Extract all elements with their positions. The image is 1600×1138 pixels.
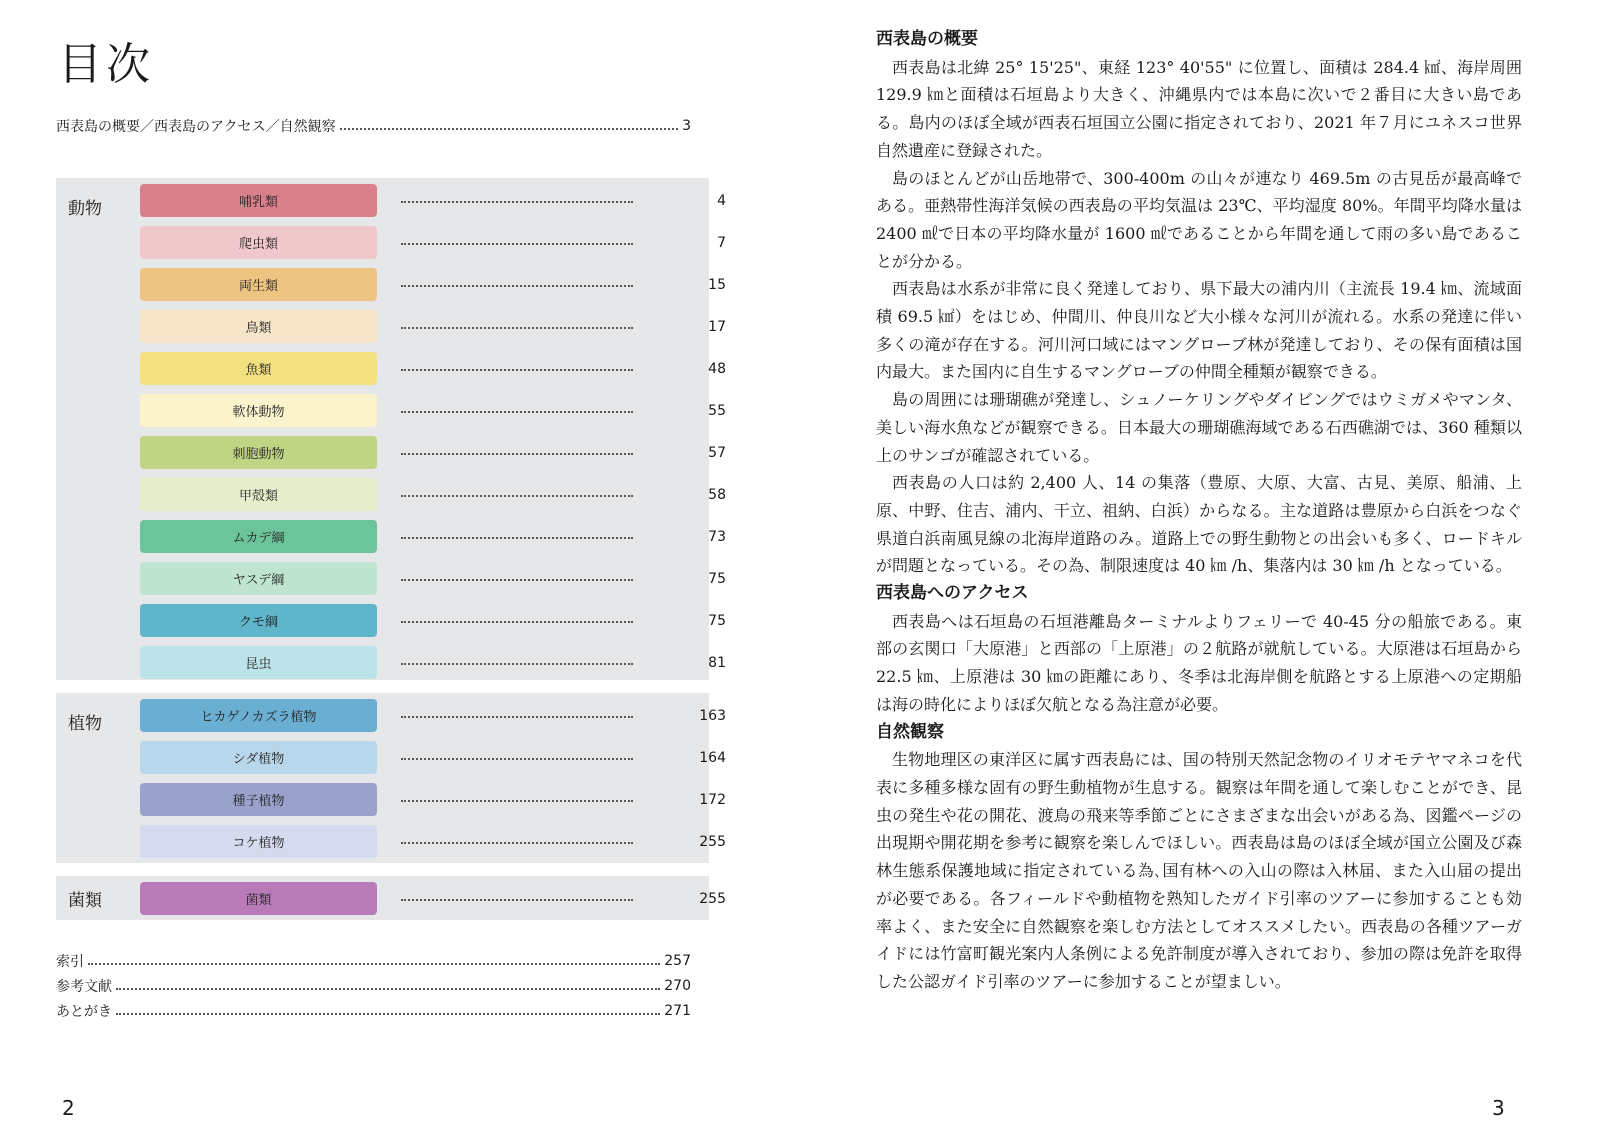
category-label: 菌類 bbox=[140, 882, 377, 915]
category-page-number: 55 bbox=[708, 402, 726, 419]
dot-leader bbox=[401, 411, 633, 413]
category-page-number: 75 bbox=[708, 612, 726, 629]
toc-group-plants bbox=[56, 693, 726, 863]
body-paragraph: 西表島は北緯 25° 15'25"、東経 123° 40'55" に位置し、面積は 284.4 ㎢、海岸周囲 129.9 ㎞と面積は石垣島より大きく、沖縄県内では本島に次いで２番目に大きい島である。島内のほぼ全域が西表石垣国立公園に指定されており、2021 年７月にユネスコ世界自然遺産に登録された。 bbox=[876, 57, 1522, 160]
toc-entry-page: 257 bbox=[664, 953, 691, 969]
category-page-number: 172 bbox=[699, 791, 726, 808]
category-label: 両生類 bbox=[140, 268, 377, 301]
category-page-number: 81 bbox=[708, 654, 726, 671]
dot-leader bbox=[401, 621, 633, 623]
toc-entry-references[interactable] bbox=[56, 976, 691, 996]
category-label: 種子植物 bbox=[140, 783, 377, 816]
dot-leader bbox=[401, 663, 633, 665]
toc-row[interactable] bbox=[140, 604, 730, 637]
toc-row[interactable] bbox=[140, 699, 730, 732]
body-paragraph: 西表島の人口は約 2,400 人、14 の集落（豊原、大原、大富、古見、美原、船浦、上原、中野、住吉、浦内、干立、祖納、白浜）からなる。主な道路は豊原から白浜をつなぐ県道白浜南風見線の北海岸道路のみ。道路上での野生動物との出会いも多く、ロードキルが問題となっている。その為、制限速度は 40 ㎞ /h、集落内は 30 ㎞ /h となっている。 bbox=[876, 473, 1522, 576]
category-page-number: 58 bbox=[708, 486, 726, 503]
page-number-right: 3 bbox=[1492, 1096, 1505, 1120]
toc-entry-label: 索引 bbox=[56, 954, 84, 970]
category-page-number: 75 bbox=[708, 570, 726, 587]
category-page-number: 163 bbox=[699, 707, 726, 724]
toc-row[interactable] bbox=[140, 394, 730, 427]
category-label: 昆虫 bbox=[140, 646, 377, 679]
category-label: コケ植物 bbox=[140, 825, 377, 858]
toc-row[interactable] bbox=[140, 562, 730, 595]
dot-leader bbox=[401, 285, 633, 287]
category-label: 軟体動物 bbox=[140, 394, 377, 427]
category-page-number: 15 bbox=[708, 276, 726, 293]
category-label: 哺乳類 bbox=[140, 184, 377, 217]
dot-leader bbox=[401, 842, 633, 844]
dot-leader bbox=[401, 201, 633, 203]
body-paragraph: 西表島は水系が非常に良く発達しており、県下最大の浦内川（主流長 19.4 ㎞、流域面積 69.5 ㎢）をはじめ、仲間川、仲良川など大小様々な河川が流れる。水系の発達に伴い多くの滝が存在する。河川河口域にはマングローブ林が発達しており、その保有面積は国内最大。また国内に自生するマングローブの仲間全種類が観察できる。 bbox=[876, 279, 1522, 382]
toc-group-title: 動物 bbox=[68, 199, 102, 219]
dot-leader bbox=[401, 327, 633, 329]
toc-entry-page: 3 bbox=[682, 118, 691, 134]
category-label: シダ植物 bbox=[140, 741, 377, 774]
category-label: 魚類 bbox=[140, 352, 377, 385]
dot-leader bbox=[401, 243, 633, 245]
dot-leader bbox=[401, 758, 633, 760]
category-label: ヒカゲノカズラ植物 bbox=[140, 699, 377, 732]
dot-leader bbox=[401, 495, 633, 497]
dot-leader bbox=[401, 899, 633, 901]
toc-entry-page: 270 bbox=[664, 978, 691, 994]
category-page-number: 48 bbox=[708, 360, 726, 377]
body-paragraph: 島の周囲には珊瑚礁が発達し、シュノーケリングやダイビングではウミガメやマンタ、美しい海水魚などが観察できる。日本最大の珊瑚礁海域である石西礁湖では、360 種類以上のサンゴが確認されている。 bbox=[876, 390, 1522, 465]
category-label: 爬虫類 bbox=[140, 226, 377, 259]
toc-entry-afterword[interactable] bbox=[56, 1001, 691, 1021]
toc-row[interactable] bbox=[140, 478, 730, 511]
toc-row[interactable] bbox=[140, 226, 730, 259]
toc-row[interactable] bbox=[140, 310, 730, 343]
toc-row[interactable] bbox=[140, 268, 730, 301]
toc-row[interactable] bbox=[140, 520, 730, 553]
right-page-text bbox=[800, 0, 1600, 1138]
category-label: 甲殻類 bbox=[140, 478, 377, 511]
toc-entry-label: 参考文献 bbox=[56, 979, 112, 995]
category-page-number: 7 bbox=[717, 234, 726, 251]
dot-leader bbox=[401, 537, 633, 539]
dot-leader bbox=[401, 579, 633, 581]
toc-row[interactable] bbox=[140, 646, 730, 679]
category-page-number: 4 bbox=[717, 192, 726, 209]
category-page-number: 73 bbox=[708, 528, 726, 545]
toc-row[interactable] bbox=[140, 783, 730, 816]
toc-row[interactable] bbox=[140, 184, 730, 217]
category-label: ヤスデ綱 bbox=[140, 562, 377, 595]
category-page-number: 255 bbox=[699, 890, 726, 907]
toc-row[interactable] bbox=[140, 352, 730, 385]
toc-group-fungi bbox=[56, 876, 726, 920]
dot-leader bbox=[116, 1013, 660, 1015]
body-paragraph: 島のほとんどが山岳地帯で、300-400m の山々が連なり 469.5m の古見岳が最高峰である。亜熱帯性海洋気候の西表島の平均気温は 23℃、平均湿度 80%。年間平均降水量は 2400 ㎖で日本の平均降水量が 1600 ㎖であることから年間を通して雨の多い島であることが分かる。 bbox=[876, 168, 1522, 271]
dot-leader bbox=[340, 128, 678, 130]
body-paragraph: 生物地理区の東洋区に属す西表島には、国の特別天然記念物のイリオモテヤマネコを代表に多種多様な固有の野生動植物が生息する。観察は年間を通して楽しむことができ、昆虫の発生や花の開花、渡鳥の飛来等季節ごとにさまざまな出会いがある為、図鑑ページの出現期や開花期を参考に観察を楽しんでほしい。西表島は島のほぼ全域が国立公園及び森林生態系保護地域に指定されている為､国有林への入山の際は入林届、また入山届の提出が必要である。各フィールドや動植物を熟知したガイド引率のツアーに参加することも効率よく、また安全に自然観察を楽しむ方法としてオススメしたい。西表島の各種ツアーガイドには竹富町観光案内人条例による免許制度が導入されており、参加の際は免許を取得した公認ガイド引率のツアーに参加することが望ましい。 bbox=[876, 750, 1522, 991]
section-heading: 自然観察 bbox=[876, 721, 944, 742]
category-page-number: 255 bbox=[699, 833, 726, 850]
toc-title: 目次 bbox=[58, 39, 154, 90]
page-number-left: 2 bbox=[62, 1096, 75, 1120]
toc-row[interactable] bbox=[140, 436, 730, 469]
category-page-number: 164 bbox=[699, 749, 726, 766]
toc-entry-overview[interactable] bbox=[56, 116, 691, 136]
dot-leader bbox=[401, 369, 633, 371]
body-paragraph: 西表島へは石垣島の石垣港離島ターミナルよりフェリーで 40-45 分の船旅である。東部の玄関口「大原港」と西部の「上原港」の２航路が就航している。大原港は石垣島から 22.5 ㎞、上原港は 30 ㎞の距離にあり、冬季は北海岸側を航路とする上原港への定期船は海の時化によりほぼ欠航となる為注意が必要。 bbox=[876, 611, 1522, 714]
toc-group-title: 菌類 bbox=[68, 891, 102, 911]
toc-entry-page: 271 bbox=[664, 1003, 691, 1019]
dot-leader bbox=[88, 963, 660, 965]
toc-entry-index[interactable] bbox=[56, 951, 691, 971]
dot-leader bbox=[116, 988, 660, 990]
dot-leader bbox=[401, 453, 633, 455]
category-label: ムカデ綱 bbox=[140, 520, 377, 553]
category-label: 鳥類 bbox=[140, 310, 377, 343]
dot-leader bbox=[401, 800, 633, 802]
section-heading: 西表島の概要 bbox=[876, 29, 978, 49]
toc-entry-label: 西表島の概要／西表島のアクセス／自然観察 bbox=[56, 119, 336, 135]
category-label: 刺胞動物 bbox=[140, 436, 377, 469]
toc-row[interactable] bbox=[140, 741, 730, 774]
toc-group-title: 植物 bbox=[68, 714, 102, 734]
article-body bbox=[876, 26, 1522, 996]
toc-row[interactable] bbox=[140, 882, 730, 915]
toc-group-animals bbox=[56, 178, 726, 680]
section-heading: 西表島へのアクセス bbox=[876, 583, 1029, 604]
dot-leader bbox=[401, 716, 633, 718]
category-label: クモ綱 bbox=[140, 604, 377, 637]
category-page-number: 57 bbox=[708, 444, 726, 461]
toc-row[interactable] bbox=[140, 825, 730, 858]
toc-entry-label: あとがき bbox=[56, 1004, 112, 1020]
category-page-number: 17 bbox=[708, 318, 726, 335]
